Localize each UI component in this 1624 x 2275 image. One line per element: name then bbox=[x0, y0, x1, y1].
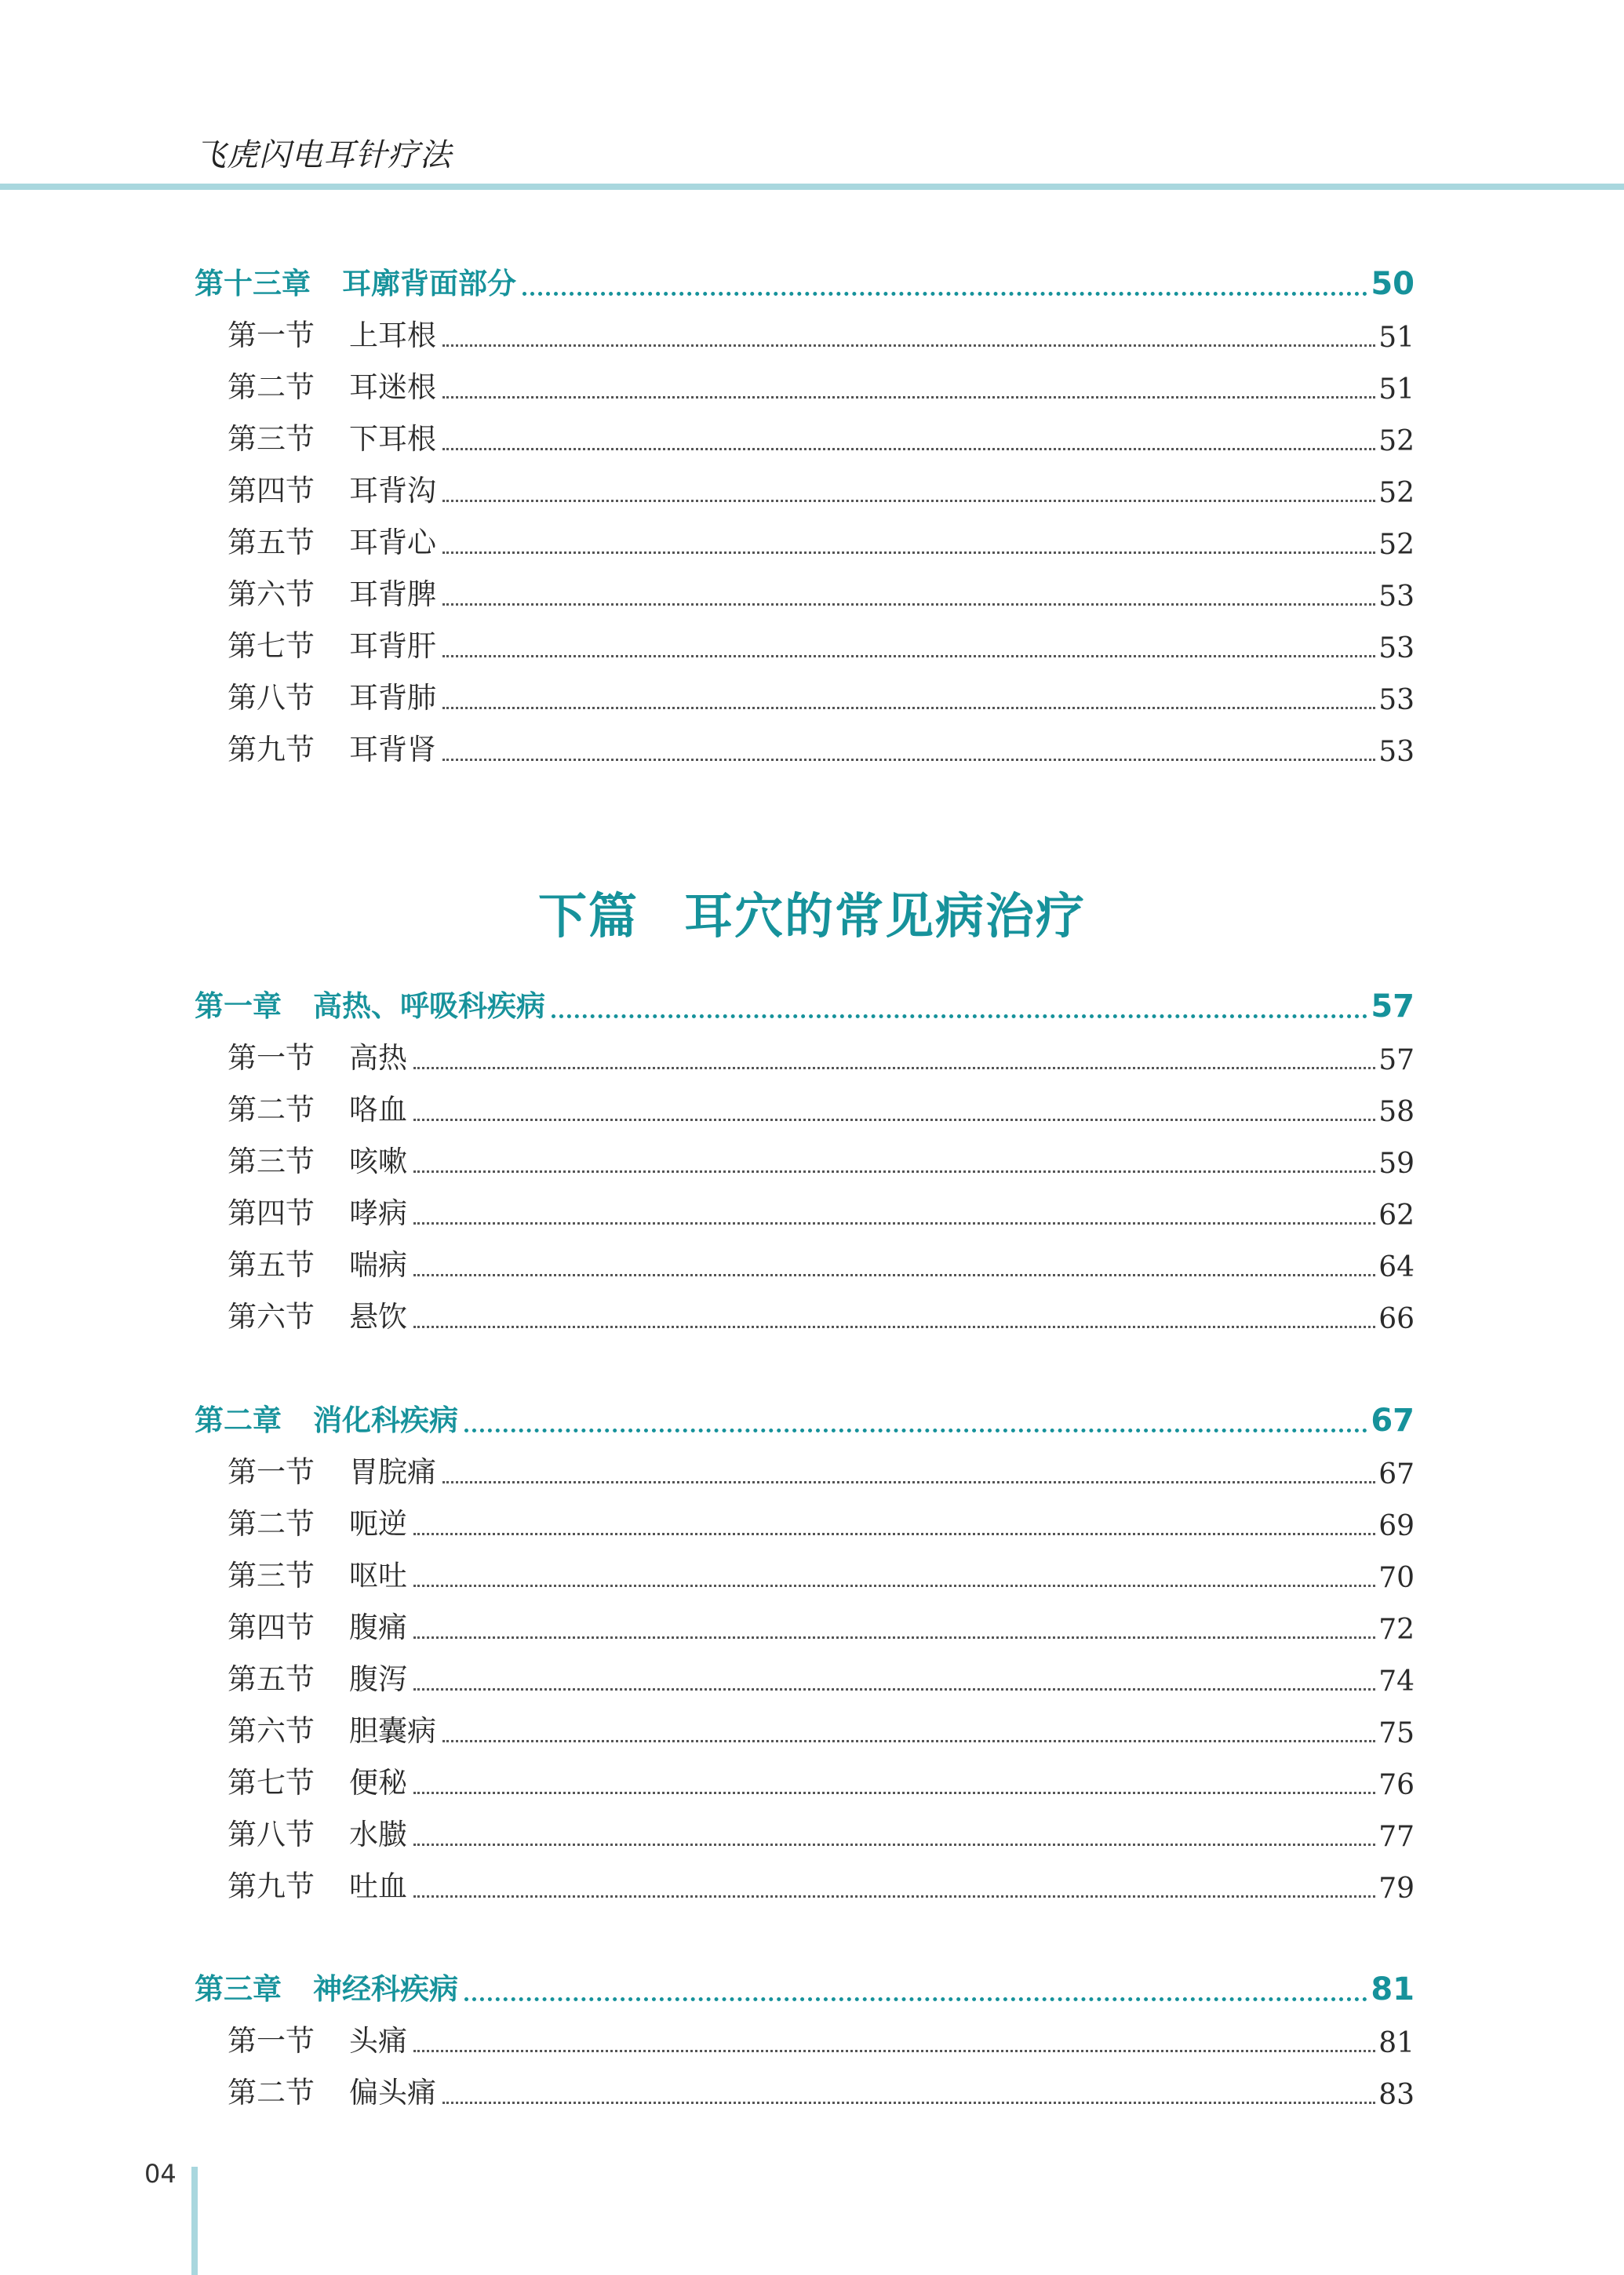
section-number: 第九节 bbox=[228, 733, 315, 766]
toc-section[interactable] bbox=[195, 573, 1415, 613]
section-number: 第六节 bbox=[228, 577, 315, 611]
toc-section[interactable] bbox=[195, 1503, 1415, 1542]
dot-leader bbox=[413, 1222, 1375, 1225]
section-number: 第二节 bbox=[228, 1507, 315, 1541]
section-number: 第一节 bbox=[228, 1455, 315, 1489]
toc-section[interactable] bbox=[195, 1866, 1415, 1905]
toc-section[interactable] bbox=[195, 1451, 1415, 1491]
toc-chapter-3[interactable] bbox=[195, 1968, 1415, 2007]
dot-leader bbox=[413, 1326, 1375, 1328]
toc-section[interactable] bbox=[195, 1037, 1415, 1076]
dot-leader bbox=[552, 1014, 1367, 1018]
section-title: 耳背沟 bbox=[349, 474, 436, 508]
dot-leader bbox=[413, 1636, 1375, 1639]
section-number: 第二节 bbox=[228, 370, 315, 404]
section-page: 81 bbox=[1378, 2027, 1415, 2059]
toc-section[interactable] bbox=[195, 1141, 1415, 1180]
dot-leader bbox=[442, 603, 1375, 606]
dot-leader bbox=[413, 1533, 1375, 1535]
section-page: 75 bbox=[1378, 1717, 1415, 1749]
section-number: 第四节 bbox=[228, 1611, 315, 1644]
section-number: 第一节 bbox=[228, 1041, 315, 1075]
section-title: 耳背心 bbox=[349, 526, 436, 559]
section-number: 第六节 bbox=[228, 1714, 315, 1748]
toc-section[interactable] bbox=[195, 470, 1415, 509]
toc-section[interactable] bbox=[195, 315, 1415, 354]
dot-leader bbox=[523, 292, 1367, 296]
toc-section[interactable] bbox=[195, 1555, 1415, 1594]
chapter-number: 第三章 bbox=[195, 1972, 282, 2006]
section-title: 咯血 bbox=[349, 1093, 407, 1127]
section-title: 呕吐 bbox=[349, 1559, 407, 1592]
section-number: 第七节 bbox=[228, 1766, 315, 1800]
section-page: 76 bbox=[1378, 1769, 1415, 1801]
toc-section[interactable] bbox=[195, 1607, 1415, 1646]
dot-leader bbox=[442, 500, 1375, 502]
section-title: 耳背肝 bbox=[349, 629, 436, 663]
dot-leader bbox=[442, 707, 1375, 709]
section-number: 第四节 bbox=[228, 474, 315, 508]
toc-section[interactable] bbox=[195, 625, 1415, 664]
dot-leader bbox=[413, 1585, 1375, 1587]
toc-section[interactable] bbox=[195, 1089, 1415, 1128]
dot-leader bbox=[442, 1481, 1375, 1483]
section-page: 52 bbox=[1378, 477, 1415, 509]
chapter-number: 第二章 bbox=[195, 1403, 282, 1437]
section-page: 72 bbox=[1378, 1614, 1415, 1646]
section-number: 第三节 bbox=[228, 1145, 315, 1178]
dot-leader bbox=[442, 448, 1375, 450]
dot-leader bbox=[413, 1792, 1375, 1794]
toc-section[interactable] bbox=[195, 366, 1415, 406]
section-page: 52 bbox=[1378, 425, 1415, 457]
section-title: 耳迷根 bbox=[349, 370, 436, 404]
dot-leader bbox=[413, 1119, 1375, 1121]
section-number: 第九节 bbox=[228, 1869, 315, 1903]
section-page: 58 bbox=[1378, 1096, 1415, 1128]
section-page: 67 bbox=[1378, 1458, 1415, 1491]
dot-leader bbox=[464, 1997, 1367, 2001]
dot-leader bbox=[413, 1688, 1375, 1691]
toc-section[interactable] bbox=[195, 1762, 1415, 1801]
section-page: 69 bbox=[1378, 1510, 1415, 1542]
toc-section[interactable] bbox=[195, 1814, 1415, 1853]
section-title: 胆囊病 bbox=[349, 1714, 436, 1748]
section-title: 喘病 bbox=[349, 1248, 407, 1282]
section-title: 耳背肾 bbox=[349, 733, 436, 766]
section-title: 吐血 bbox=[349, 1869, 407, 1903]
toc-section[interactable] bbox=[195, 522, 1415, 561]
chapter-number: 第一章 bbox=[195, 989, 282, 1023]
part-title-text: 耳穴的常见病治疗 bbox=[684, 887, 1087, 945]
chapter-title: 神经科疾病 bbox=[313, 1972, 458, 2006]
toc-chapter-2[interactable] bbox=[195, 1400, 1415, 1439]
section-title: 头痛 bbox=[349, 2024, 407, 2058]
dot-leader bbox=[442, 1740, 1375, 1742]
chapter-page: 81 bbox=[1371, 1971, 1415, 2007]
toc-section[interactable] bbox=[195, 2020, 1415, 2059]
chapter-title: 耳廓背面部分 bbox=[342, 267, 516, 300]
section-number: 第二节 bbox=[228, 1093, 315, 1127]
chapter-title: 高热、呼吸科疾病 bbox=[313, 989, 545, 1023]
section-title: 胃脘痛 bbox=[349, 1455, 436, 1489]
section-page: 53 bbox=[1378, 632, 1415, 664]
section-number: 第八节 bbox=[228, 681, 315, 715]
section-page: 74 bbox=[1378, 1665, 1415, 1698]
section-title: 便秘 bbox=[349, 1766, 407, 1800]
section-number: 第四节 bbox=[228, 1196, 315, 1230]
toc-section[interactable] bbox=[195, 1658, 1415, 1698]
toc-section[interactable] bbox=[195, 1710, 1415, 1749]
section-page: 59 bbox=[1378, 1148, 1415, 1180]
toc-section[interactable] bbox=[195, 2072, 1415, 2111]
section-page: 79 bbox=[1378, 1873, 1415, 1905]
section-title: 耳背肺 bbox=[349, 681, 436, 715]
section-title: 哮病 bbox=[349, 1196, 407, 1230]
dot-leader bbox=[442, 396, 1375, 399]
section-title: 水臌 bbox=[349, 1818, 407, 1851]
dot-leader bbox=[413, 1844, 1375, 1846]
section-number: 第八节 bbox=[228, 1818, 315, 1851]
chapter-page: 67 bbox=[1371, 1403, 1415, 1439]
toc-section[interactable] bbox=[195, 1296, 1415, 1335]
toc-section[interactable] bbox=[195, 677, 1415, 716]
toc-chapter-1[interactable] bbox=[195, 985, 1415, 1025]
section-title: 咳嗽 bbox=[349, 1145, 407, 1178]
header-rule bbox=[0, 184, 1624, 190]
section-page: 57 bbox=[1378, 1044, 1415, 1076]
page-number: 04 bbox=[144, 2159, 177, 2189]
dot-leader bbox=[442, 759, 1375, 761]
section-number: 第三节 bbox=[228, 1559, 315, 1592]
section-page: 77 bbox=[1378, 1821, 1415, 1853]
section-number: 第五节 bbox=[228, 1248, 315, 1282]
dot-leader bbox=[442, 2102, 1375, 2104]
section-title: 呃逆 bbox=[349, 1507, 407, 1541]
section-title: 悬饮 bbox=[349, 1300, 407, 1334]
section-page: 51 bbox=[1378, 373, 1415, 406]
dot-leader bbox=[413, 2050, 1375, 2052]
section-number: 第三节 bbox=[228, 422, 315, 456]
toc-section[interactable] bbox=[195, 729, 1415, 768]
section-page: 62 bbox=[1378, 1199, 1415, 1232]
dot-leader bbox=[413, 1274, 1375, 1276]
section-number: 第一节 bbox=[228, 2024, 315, 2058]
dot-leader bbox=[442, 551, 1375, 554]
toc-chapter-13[interactable] bbox=[195, 263, 1415, 302]
section-number: 第一节 bbox=[228, 318, 315, 352]
section-title: 偏头痛 bbox=[349, 2076, 436, 2109]
chapter-title: 消化科疾病 bbox=[313, 1403, 458, 1437]
section-page: 52 bbox=[1378, 529, 1415, 561]
section-number: 第五节 bbox=[228, 1662, 315, 1696]
section-page: 53 bbox=[1378, 736, 1415, 768]
part-heading bbox=[0, 877, 1624, 947]
section-title: 耳背脾 bbox=[349, 577, 436, 611]
dot-leader bbox=[442, 344, 1375, 347]
dot-leader bbox=[413, 1067, 1375, 1069]
chapter-page: 57 bbox=[1371, 988, 1415, 1025]
toc-section[interactable] bbox=[195, 1192, 1415, 1232]
section-page: 53 bbox=[1378, 581, 1415, 613]
toc-section[interactable] bbox=[195, 418, 1415, 457]
section-number: 第六节 bbox=[228, 1300, 315, 1334]
section-page: 70 bbox=[1378, 1562, 1415, 1594]
section-number: 第二节 bbox=[228, 2076, 315, 2109]
section-page: 51 bbox=[1378, 322, 1415, 354]
footer-rule bbox=[191, 2167, 198, 2275]
section-number: 第七节 bbox=[228, 629, 315, 663]
section-title: 腹泻 bbox=[349, 1662, 407, 1696]
dot-leader bbox=[464, 1429, 1367, 1432]
dot-leader bbox=[413, 1170, 1375, 1173]
section-number: 第五节 bbox=[228, 526, 315, 559]
section-title: 腹痛 bbox=[349, 1611, 407, 1644]
section-title: 高热 bbox=[349, 1041, 407, 1075]
chapter-page: 50 bbox=[1371, 266, 1415, 302]
section-title: 上耳根 bbox=[349, 318, 436, 352]
running-head-title: 飞虎闪电耳针疗法 bbox=[195, 137, 452, 173]
dot-leader bbox=[413, 1895, 1375, 1898]
dot-leader bbox=[442, 655, 1375, 657]
part-label: 下篇 bbox=[537, 887, 639, 945]
chapter-number: 第十三章 bbox=[195, 267, 311, 300]
toc-section[interactable] bbox=[195, 1244, 1415, 1283]
section-page: 64 bbox=[1378, 1251, 1415, 1283]
section-page: 53 bbox=[1378, 684, 1415, 716]
section-page: 83 bbox=[1378, 2079, 1415, 2111]
section-page: 66 bbox=[1378, 1303, 1415, 1335]
section-title: 下耳根 bbox=[349, 422, 436, 456]
